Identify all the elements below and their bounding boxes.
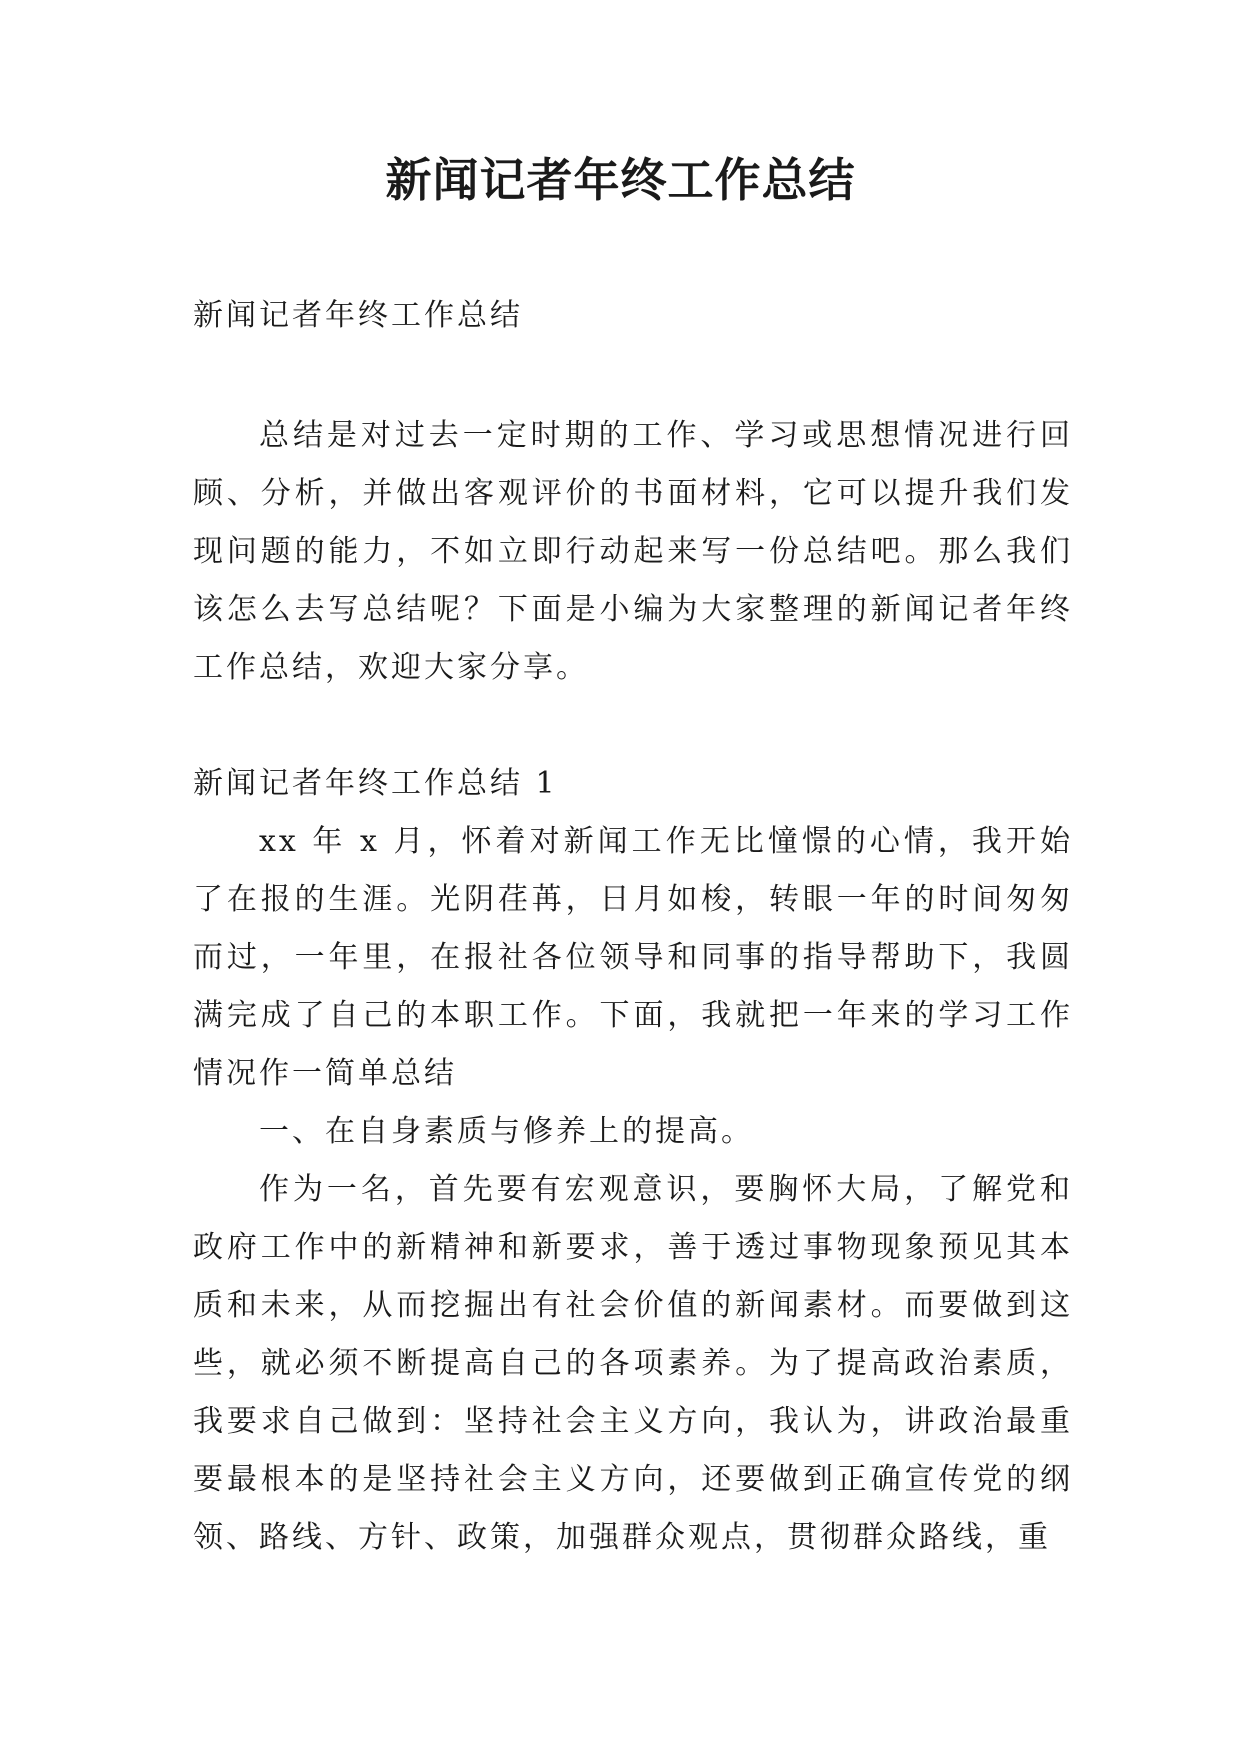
document-body	[193, 287, 1073, 1567]
document-subtitle: 新闻记者年终工作总结	[193, 298, 523, 333]
sub-heading: 一、在自身素质与修养上的提高。	[259, 1114, 754, 1149]
body-paragraph: xx 年 x 月，怀着对新闻工作无比憧憬的心情，我开始了在报的生涯。光阴荏苒，日月如梭，转眼一年的时间匆匆而过，一年里，在报社各位领导和同事的指导帮助下，我圆满完成了自己的本职工作。下面，我就把一年来的学习工作情况作一简单总结	[193, 824, 1073, 1091]
document-title: 新闻记者年终工作总结	[385, 153, 856, 207]
body-paragraph: 作为一名，首先要有宏观意识，要胸怀大局，了解党和政府工作中的新精神和新要求，善于透过事物现象预见其本质和未来，从而挖掘出有社会价值的新闻素材。而要做到这些，就必须不断提高自己的各项素养。为了提高政治素质，我要求自己做到：坚持社会主义方向，我认为，讲政治最重要最根本的是坚持社会主义方向，还要做到正确宣传党的纲领、路线、方针、政策，加强群众观点，贯彻群众路线，重	[193, 1172, 1073, 1555]
intro-paragraph: 总结是对过去一定时期的工作、学习或思想情况进行回顾、分析，并做出客观评价的书面材料，它可以提升我们发现问题的能力，不如立即行动起来写一份总结吧。那么我们该怎么去写总结呢？下面是小编为大家整理的新闻记者年终工作总结，欢迎大家分享。	[193, 418, 1073, 685]
section-heading: 新闻记者年终工作总结 1	[193, 766, 558, 801]
